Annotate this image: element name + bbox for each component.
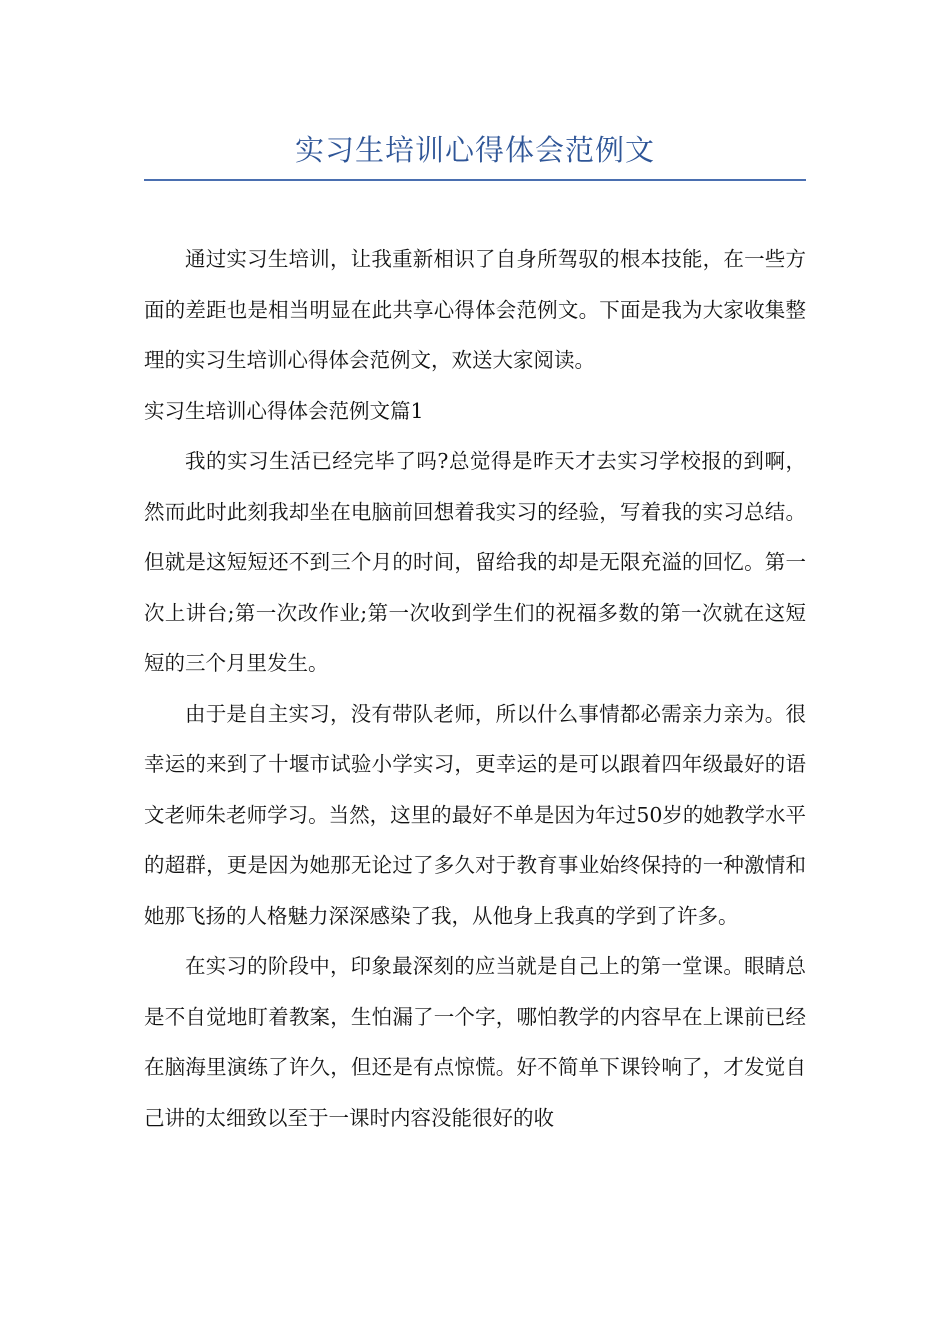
title-underline xyxy=(144,179,806,181)
document-title: 实习生培训心得体会范例文 xyxy=(294,133,655,167)
section-heading: 实习生培训心得体会范例文篇1 xyxy=(144,398,424,423)
body-paragraph-2: 由于是自主实习，没有带队老师，所以什么事情都必需亲力亲为。很幸运的来到了十堰市试验小学实习，更幸运的是可以跟着四年级最好的语文老师朱老师学习。当然，这里的最好不单是因为年过50岁的她教学水平的超群，更是因为她那无论过了多久对于教育事业始终保持的一种激情和她那飞扬的人格魅力深深感染了我，从他身上我真的学到了许多。 xyxy=(144,701,806,928)
body-paragraph-3: 在实习的阶段中，印象最深刻的应当就是自己上的第一堂课。眼睛总是不自觉地盯着教案，生怕漏了一个字，哪怕教学的内容早在上课前已经在脑海里演练了许久，但还是有点惊慌。好不简单下课铃响了，才发觉自己讲的太细致以至于一课时内容没能很好的收 xyxy=(144,954,806,1130)
document-body xyxy=(144,234,806,1143)
intro-paragraph: 通过实习生培训，让我重新相识了自身所驾驭的根本技能，在一些方面的差距也是相当明显在此共享心得体会范例文。下面是我为大家收集整理的实习生培训心得体会范例文，欢送大家阅读。 xyxy=(144,247,806,372)
body-paragraph-1: 我的实习生活已经完毕了吗?总觉得是昨天才去实习学校报的到啊，然而此时此刻我却坐在电脑前回想着我实习的经验，写着我的实习总结。但就是这短短还不到三个月的时间，留给我的却是无限充溢的回忆。第一次上讲台;第一次改作业;第一次收到学生们的祝福多数的第一次就在这短短的三个月里发生。 xyxy=(144,449,806,675)
